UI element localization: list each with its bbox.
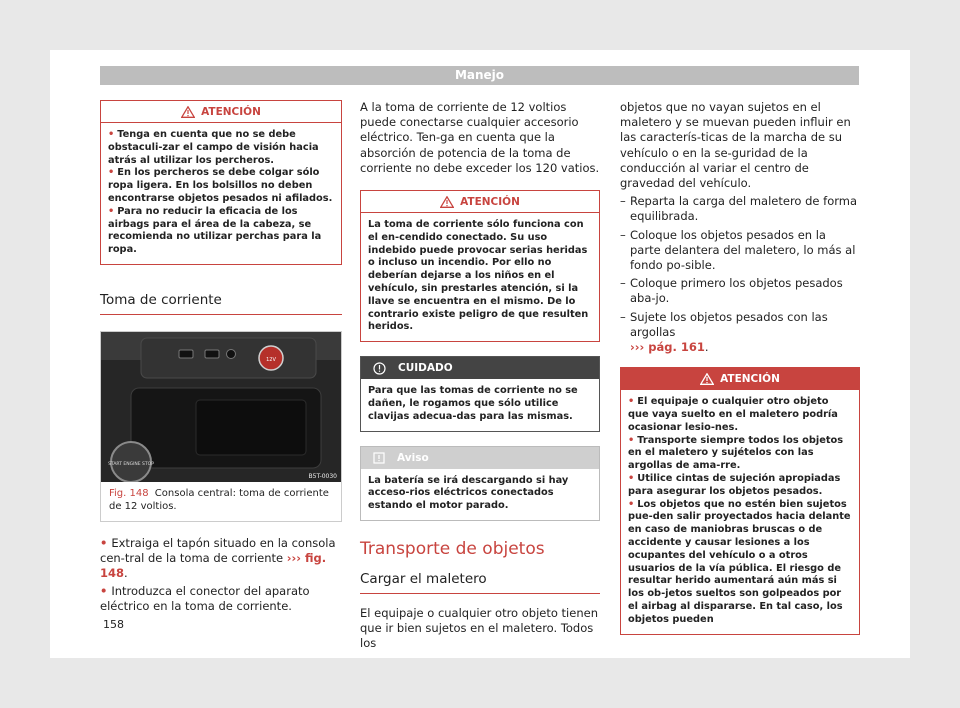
figure-ref: Fig. 148: [109, 487, 149, 499]
luggage-paragraph: El equipaje o cualquier otro objeto tienen que ir bien sujetos en el maletero. Todos los: [360, 605, 598, 651]
info-circle-icon: [373, 362, 386, 375]
warning-box-header: [361, 191, 599, 213]
warning-box-socket: [360, 190, 600, 342]
warning-body: [621, 390, 859, 633]
dash-item: – Coloque primero los objetos pesados aba-jo.: [620, 276, 843, 306]
warning-title: ATENCIÓN: [201, 105, 261, 118]
warning-title: ATENCIÓN: [460, 195, 520, 208]
console-photo: [101, 332, 341, 482]
figure-caption-text: Consola central: toma de corriente de 12 voltios.: [109, 487, 329, 512]
fig-link[interactable]: ››› fig. 148: [100, 551, 327, 581]
warning-item: • Transporte siempre todos los objetos en el maletero y sujételos con las argollas de ama-rre.: [628, 434, 844, 472]
warning-box-header: [101, 101, 341, 123]
note-icon: [373, 452, 385, 464]
note-box: [360, 446, 600, 521]
caution-header: [361, 357, 599, 379]
figure-caption: [109, 487, 337, 513]
warning-body: La toma de corriente sólo funciona con el en-cendido conectado. Su uso indebido puede provocar serias heridas o incluso un incendio. Por ello no deberían dejarse a los niños en el vehículo, sin prestarles atención, si la llave se encuentra en el mismo. De lo contrario existe peligro de que resulten heridos.: [368, 219, 589, 333]
warning-box-header: [621, 368, 859, 390]
column-right: [620, 100, 860, 645]
note-header: [361, 447, 599, 469]
warning-item: • Los objetos que no estén bien sujetos pue-den salir proyectados hacia delante en caso de maniobras bruscas o de accidente y causar lesiones a los ocupantes del vehículo o a otros usuarios de la vía pública. El riesgo de resultar herido aumentará aún más si los ob-jetos sueltos son golpeados por el airbag al dispararse. En tal caso, los objetos pueden: [628, 498, 851, 625]
caution-title: CUIDADO: [398, 362, 453, 375]
section-title-luggage: Cargar el maletero: [360, 571, 600, 594]
dash-item: – Reparta la carga del maletero de forma equilibrada.: [620, 194, 858, 224]
warning-title: ATENCIÓN: [720, 372, 780, 385]
warning-item: • El equipaje o cualquier otro objeto que vaya suelto en el maletero podría ocasionar lesio-nes.: [628, 396, 838, 433]
step-1: • Extraiga el tapón situado en la consola cen-tral de la toma de corriente ››› fig. 148.: [100, 535, 336, 581]
page-number: 158: [103, 618, 124, 631]
warning-item: • Utilice cintas de sujeción apropiadas para asegurar los objetos pesados.: [628, 473, 841, 497]
warning-item: • Tenga en cuenta que no se debe obstaculi-zar el campo de visión hacia atrás al utilizar los percheros.: [108, 129, 319, 166]
start-stop-label: START ENGINE STOP: [108, 461, 154, 467]
warning-triangle-icon: [181, 106, 195, 118]
warning-item: • En los percheros se debe colgar sólo ropa ligera. En los bolsillos no deben encontrarse objetos pesados ni afilados.: [108, 167, 333, 204]
dash-item: – Coloque los objetos pesados en la parte delantera del maletero, lo más al fondo po-sible.: [620, 227, 856, 273]
column-left: [100, 100, 342, 614]
figure-code: B5T-0030: [308, 472, 337, 480]
column-middle: [360, 100, 600, 652]
caution-box: [360, 356, 600, 431]
warning-triangle-icon: [700, 373, 714, 385]
dash-item: – Sujete los objetos pesados con las argollas ››› pág. 161.: [620, 309, 828, 355]
caution-body: Para que las tomas de corriente no se dañen, le rogamos que sólo utilice clavijas adecua-das para las mismas.: [368, 385, 578, 422]
step-2: • Introduzca el conector del aparato eléctrico en la toma de corriente.: [100, 583, 310, 613]
warning-triangle-icon: [440, 196, 454, 208]
warning-body: [101, 123, 341, 264]
warning-box-luggage: [620, 367, 860, 634]
intro-paragraph: A la toma de corriente de 12 voltios puede conectarse cualquier accesorio eléctrico. Ten-ga en cuenta que la absorción de potencia de la toma de corriente no debe exceder los 120 vatios.: [360, 100, 600, 175]
figure-148: [100, 331, 342, 522]
note-body: La batería se irá descargando si hay acceso-rios eléctricos conectados estando el motor parado.: [368, 474, 569, 512]
socket-12v-label: 12V: [266, 356, 276, 363]
console-illustration: [101, 332, 341, 482]
note-title: Aviso: [397, 451, 429, 464]
page-link[interactable]: ››› pág. 161: [630, 340, 705, 355]
warning-box-hangers: [100, 100, 342, 265]
page-header: Manejo: [100, 66, 859, 85]
warning-item: • Para no reducir la eficacia de los airbags para el área de la cabeza, se recomienda no utilizar perchas para la ropa.: [108, 205, 322, 256]
section-title-power-socket: Toma de corriente: [100, 292, 342, 315]
continued-paragraph: objetos que no vayan sujetos en el maletero y se muevan pueden influir en las caracterís-ticas de la marcha de su vehículo o en la se-guridad de la conducción al variar el centro de gravedad del vehículo.: [620, 100, 851, 191]
chapter-title: Transporte de objetos: [360, 538, 545, 559]
